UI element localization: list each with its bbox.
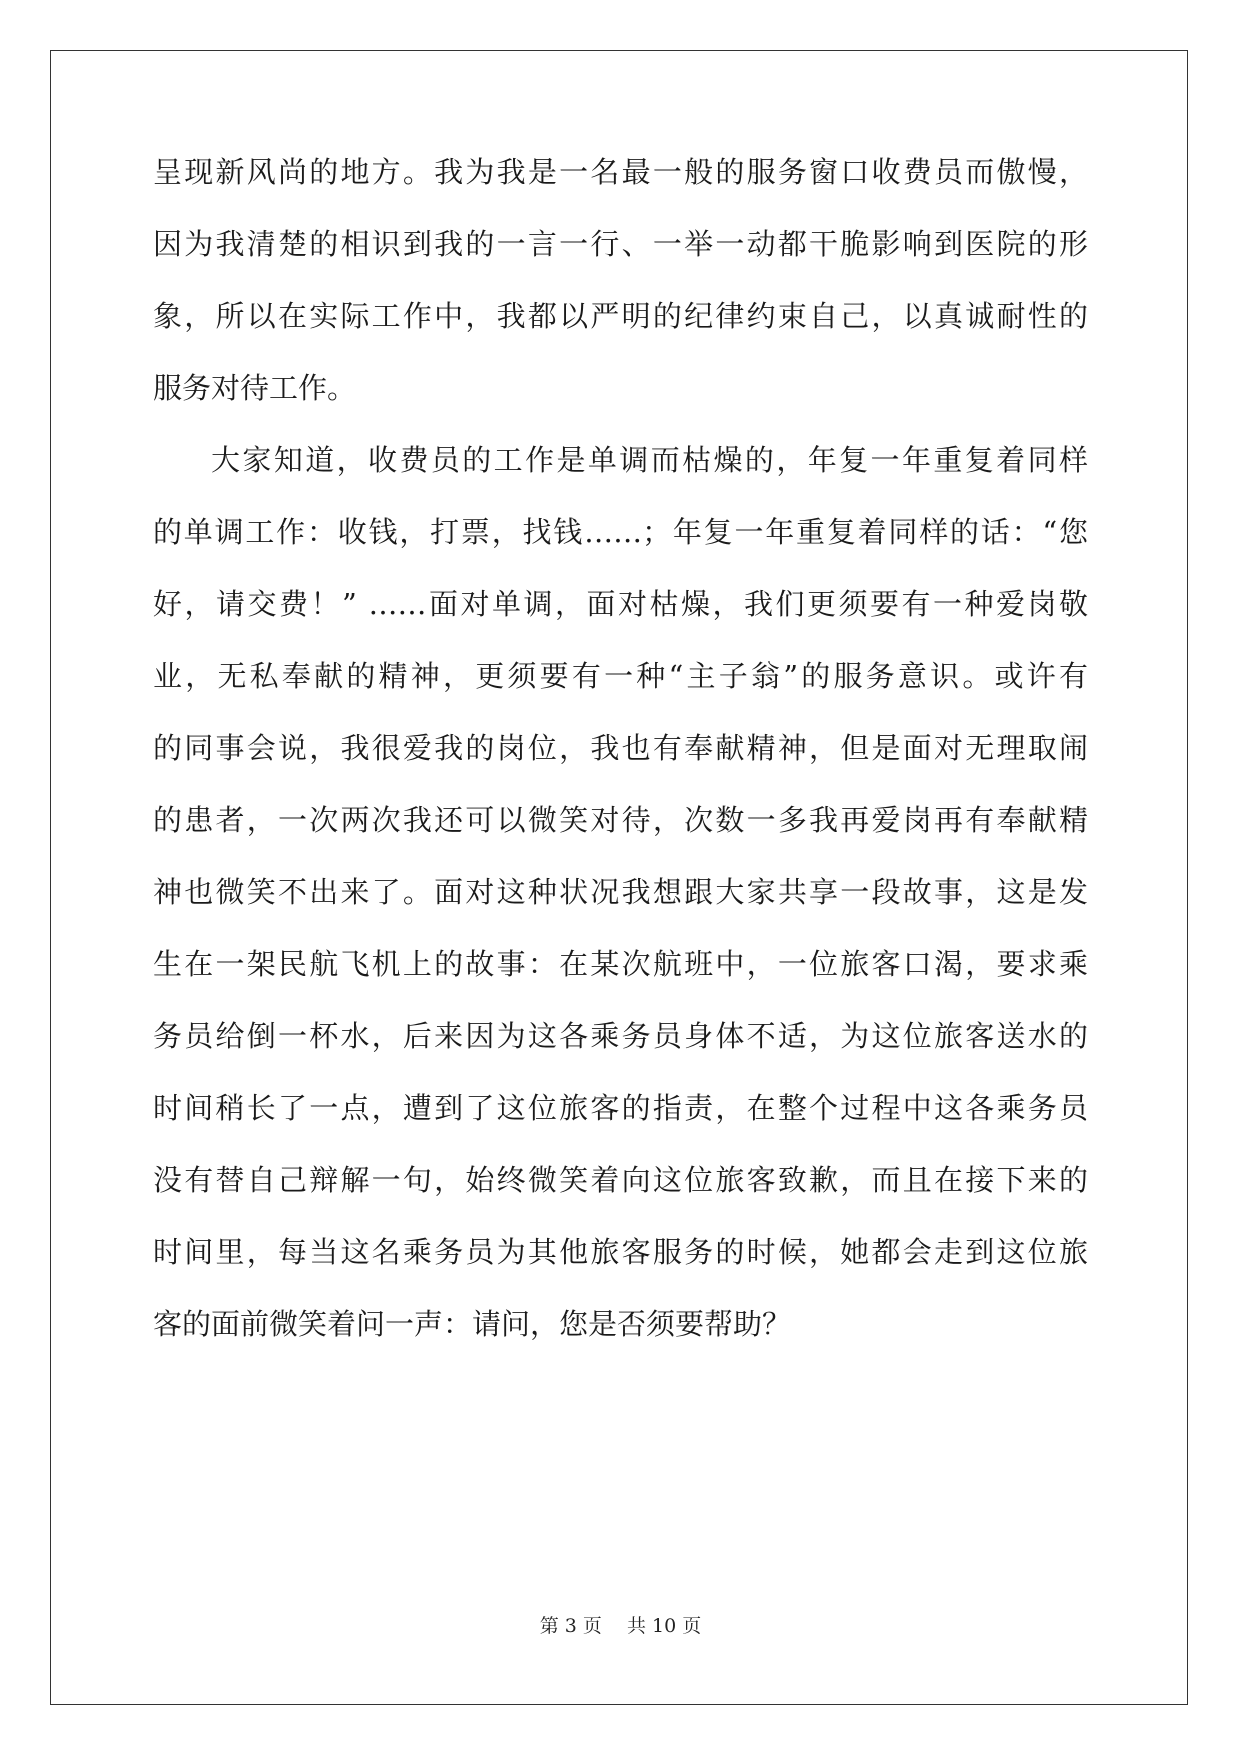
body-text-line: 没有替自己辩解一句，始终微笑着向这位旅客致歉，而且在接下来的 [153,1163,1088,1197]
body-text-line: 好，请交费！” ……面对单调，面对枯燥，我们更须要有一种爱岗敬 [153,587,1088,621]
body-text-line: 呈现新风尚的地方。我为我是一名最一般的服务窗口收费员而傲慢， [153,155,1088,189]
body-text-line: 务员给倒一杯水，后来因为这各乘务员身体不适，为这位旅客送水的 [153,1019,1088,1053]
body-text-line: 时间里，每当这名乘务员为其他旅客服务的时候，她都会走到这位旅 [153,1235,1088,1269]
page-footer [0,1614,1241,1638]
body-text-line: 象，所以在实际工作中，我都以严明的纪律约束自己，以真诚耐性的 [153,299,1088,333]
body-text-line: 的患者，一次两次我还可以微笑对待，次数一多我再爱岗再有奉献精 [153,803,1088,837]
body-text-line: 客的面前微笑着问一声：请问，您是否须要帮助？ [153,1307,792,1341]
body-text-line: 因为我清楚的相识到我的一言一行、一举一动都干脆影响到医院的形 [153,227,1088,261]
body-text-line: 服务对待工作。 [153,371,357,405]
page-number-label: 第 3 页 共 10 页 [539,1615,702,1637]
body-text-line: 业，无私奉献的精神，更须要有一种“主子翁”的服务意识。或许有 [153,659,1088,693]
body-text-line: 的单调工作：收钱，打票，找钱……；年复一年重复着同样的话：“您 [153,515,1088,549]
body-text-line: 神也微笑不出来了。面对这种状况我想跟大家共享一段故事，这是发 [153,875,1088,909]
body-text-line: 生在一架民航飞机上的故事：在某次航班中，一位旅客口渴，要求乘 [153,947,1088,981]
body-text-line: 时间稍长了一点，遭到了这位旅客的指责，在整个过程中这各乘务员 [153,1091,1088,1125]
paragraph-first-line: 大家知道，收费员的工作是单调而枯燥的，年复一年重复着同样 [211,443,1088,477]
body-text-line: 的同事会说，我很爱我的岗位，我也有奉献精神，但是面对无理取闹 [153,731,1088,765]
